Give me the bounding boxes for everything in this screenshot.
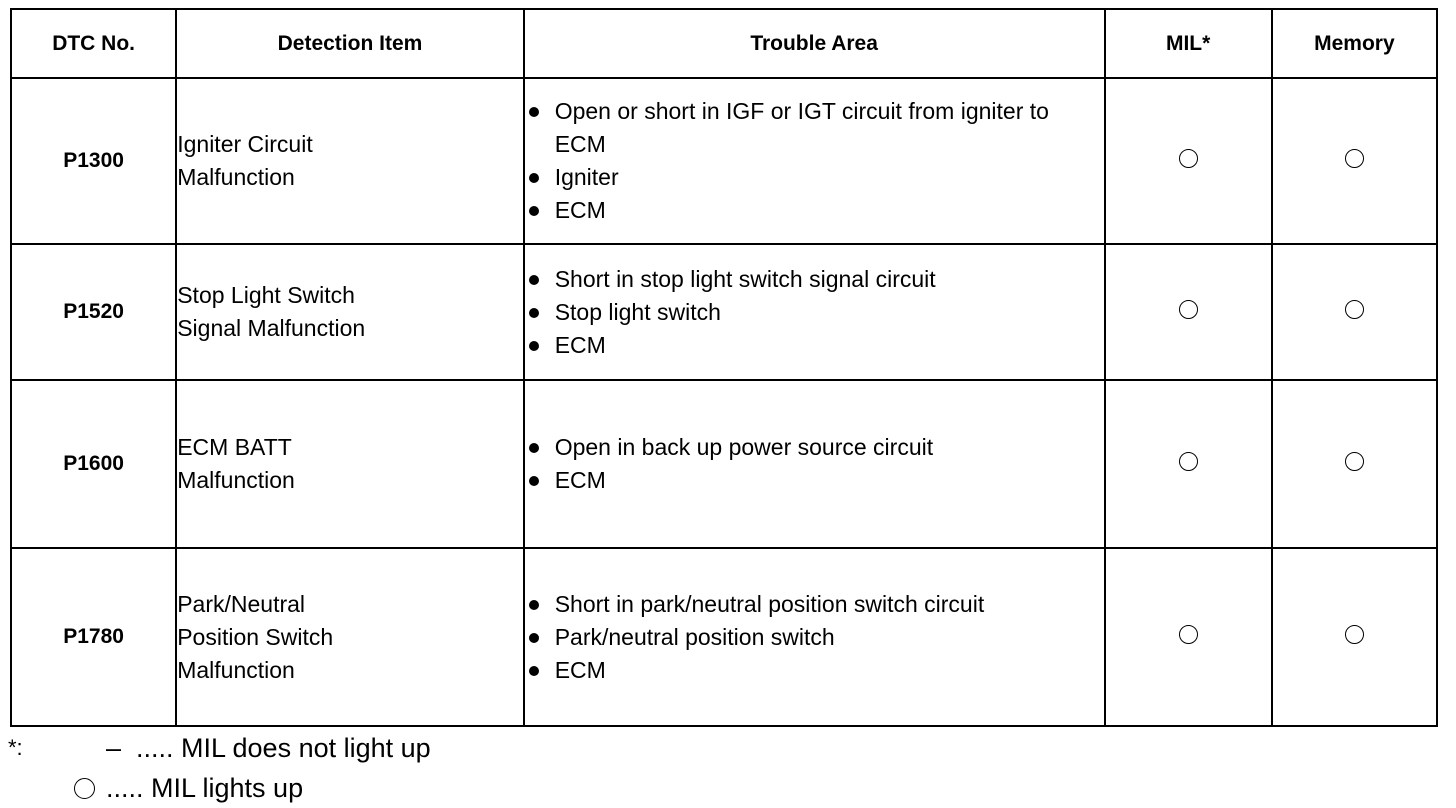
header-detection-item: Detection Item bbox=[176, 9, 523, 78]
circle-icon bbox=[74, 778, 95, 799]
list-item: Short in park/neutral position switch circuit bbox=[525, 588, 1104, 621]
detection-item bbox=[176, 244, 523, 380]
detection-item-line: Malfunction bbox=[177, 467, 295, 493]
list-item: Open or short in IGF or IGT circuit from igniter to ECM bbox=[525, 95, 1104, 161]
trouble-area bbox=[524, 78, 1105, 244]
dtc-code: P1600 bbox=[11, 380, 176, 548]
list-item: ECM bbox=[525, 329, 1104, 362]
list-item: ECM bbox=[525, 654, 1104, 687]
detection-item bbox=[176, 78, 523, 244]
mil-cell bbox=[1105, 244, 1272, 380]
footnote-text-lit: ..... MIL lights up bbox=[106, 773, 304, 803]
list-item: Stop light switch bbox=[525, 296, 1104, 329]
table-row bbox=[11, 548, 1437, 726]
table-body bbox=[11, 78, 1437, 726]
trouble-area-list bbox=[525, 95, 1104, 227]
circle-icon bbox=[1345, 300, 1364, 319]
circle-icon bbox=[1345, 625, 1364, 644]
list-item: Short in stop light switch signal circuit bbox=[525, 263, 1104, 296]
detection-item-line: Stop Light Switch bbox=[177, 282, 355, 308]
mil-cell bbox=[1105, 380, 1272, 548]
detection-item bbox=[176, 380, 523, 548]
circle-icon bbox=[1179, 625, 1198, 644]
memory-cell bbox=[1272, 78, 1437, 244]
list-item: ECM bbox=[525, 194, 1104, 227]
trouble-area-list bbox=[525, 431, 1104, 497]
header-dtc-no: DTC No. bbox=[11, 9, 176, 78]
circle-icon bbox=[1179, 300, 1198, 319]
circle-icon bbox=[1345, 149, 1364, 168]
mil-cell bbox=[1105, 78, 1272, 244]
header-memory: Memory bbox=[1272, 9, 1437, 78]
list-item: Igniter bbox=[525, 161, 1104, 194]
table-row bbox=[11, 380, 1437, 548]
memory-cell bbox=[1272, 380, 1437, 548]
detection-item-line: Signal Malfunction bbox=[177, 315, 366, 341]
circle-icon bbox=[1179, 149, 1198, 168]
list-item: Open in back up power source circuit bbox=[525, 431, 1104, 464]
trouble-area bbox=[524, 548, 1105, 726]
footnote-text-not-lit: ..... MIL does not light up bbox=[136, 733, 431, 763]
dtc-code: P1300 bbox=[11, 78, 176, 244]
trouble-area bbox=[524, 244, 1105, 380]
trouble-area bbox=[524, 380, 1105, 548]
detection-item-line: Park/Neutral bbox=[177, 590, 306, 617]
list-item: Park/neutral position switch bbox=[525, 621, 1104, 654]
detection-item-line: Malfunction bbox=[177, 164, 295, 190]
header-mil: MIL* bbox=[1105, 9, 1272, 78]
detection-item-line: Malfunction bbox=[177, 656, 295, 683]
table-row bbox=[11, 244, 1437, 380]
memory-cell bbox=[1272, 244, 1437, 380]
memory-cell bbox=[1272, 548, 1437, 726]
footnote-dash-symbol: – bbox=[106, 733, 122, 763]
header-trouble-area: Trouble Area bbox=[524, 9, 1105, 78]
mil-cell bbox=[1105, 548, 1272, 726]
dtc-code: P1520 bbox=[11, 244, 176, 380]
trouble-area-list bbox=[525, 263, 1104, 362]
footnote-marker: *: bbox=[8, 735, 23, 760]
detection-item-line: Position Switch bbox=[177, 623, 334, 650]
detection-item-line: Igniter Circuit bbox=[177, 131, 313, 157]
table-header-row bbox=[11, 9, 1437, 78]
circle-icon bbox=[1179, 452, 1198, 471]
table-row bbox=[11, 78, 1437, 244]
trouble-area-list bbox=[525, 588, 1104, 687]
detection-item-line: ECM BATT bbox=[177, 434, 292, 460]
dtc-table bbox=[10, 8, 1438, 727]
circle-icon bbox=[1345, 452, 1364, 471]
dtc-code: P1780 bbox=[11, 548, 176, 726]
detection-item bbox=[176, 548, 523, 726]
list-item: ECM bbox=[525, 464, 1104, 497]
